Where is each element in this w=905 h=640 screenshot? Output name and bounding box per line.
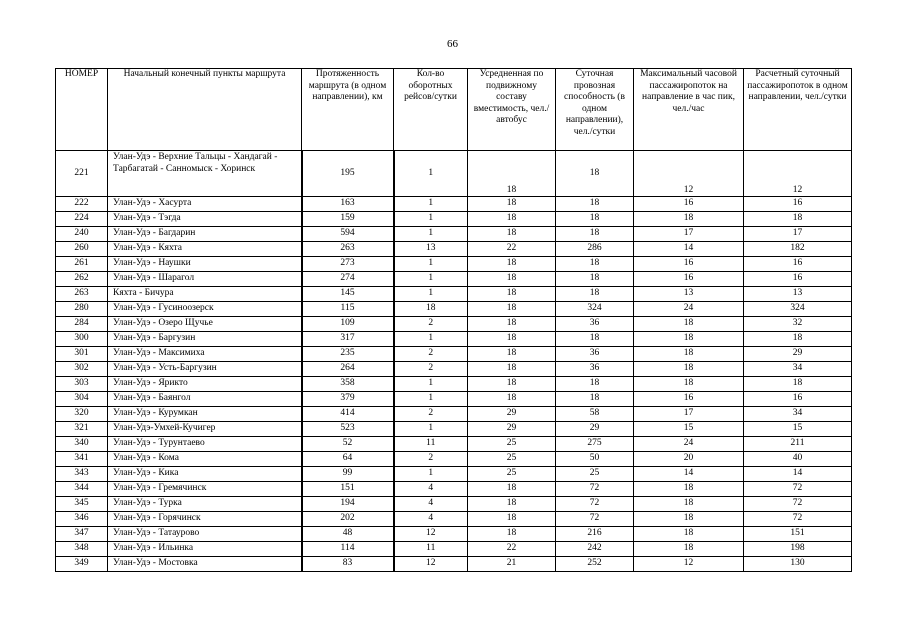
cell-capacity: 18 — [468, 362, 556, 377]
cell-trips: 4 — [394, 512, 468, 527]
cell-daily-flow: 17 — [744, 227, 852, 242]
cell-trips: 1 — [394, 257, 468, 272]
table-row — [56, 257, 852, 272]
cell-capacity: 18 — [468, 332, 556, 347]
cell-daily-capacity: 18 — [556, 272, 634, 287]
cell-daily-flow: 14 — [744, 467, 852, 482]
cell-route: Кяхта - Бичура — [108, 287, 302, 302]
cell-trips: 2 — [394, 407, 468, 422]
cell-capacity: 18 — [468, 212, 556, 227]
cell-length: 115 — [302, 302, 394, 317]
cell-peak-flow: 24 — [634, 437, 744, 452]
cell-daily-capacity: 18 — [556, 197, 634, 212]
cell-daily-flow: 72 — [744, 482, 852, 497]
cell-peak-flow: 14 — [634, 467, 744, 482]
cell-length: 358 — [302, 377, 394, 392]
cell-trips: 12 — [394, 527, 468, 542]
cell-peak-flow: 20 — [634, 452, 744, 467]
cell-length: 264 — [302, 362, 394, 377]
table-row — [56, 392, 852, 407]
cell-number: 302 — [56, 362, 108, 377]
cell-capacity: 18 — [468, 482, 556, 497]
cell-length: 195 — [302, 151, 394, 197]
cell-capacity: 25 — [468, 437, 556, 452]
cell-length: 99 — [302, 467, 394, 482]
cell-capacity: 18 — [468, 227, 556, 242]
cell-daily-capacity: 18 — [556, 287, 634, 302]
cell-number: 343 — [56, 467, 108, 482]
cell-number: 348 — [56, 542, 108, 557]
cell-route: Улан-Удэ - Шарагол — [108, 272, 302, 287]
cell-route: Улан-Удэ - Турка — [108, 497, 302, 512]
cell-route: Улан-Удэ - Максимиха — [108, 347, 302, 362]
cell-capacity: 29 — [468, 407, 556, 422]
table-row — [56, 272, 852, 287]
cell-capacity: 18 — [468, 527, 556, 542]
cell-daily-flow: 18 — [744, 377, 852, 392]
table-row — [56, 467, 852, 482]
cell-daily-flow: 32 — [744, 317, 852, 332]
cell-capacity: 18 — [468, 197, 556, 212]
cell-number: 284 — [56, 317, 108, 332]
cell-route: Улан-Удэ - Ильинка — [108, 542, 302, 557]
cell-peak-flow: 18 — [634, 347, 744, 362]
cell-capacity: 18 — [468, 512, 556, 527]
table-row — [56, 287, 852, 302]
cell-daily-capacity: 36 — [556, 362, 634, 377]
table-row — [56, 557, 852, 572]
cell-capacity: 18 — [468, 257, 556, 272]
header-peak-flow: Максимальный часовой пассажиропоток на направление в час пик, чел./час — [634, 69, 744, 151]
cell-capacity: 21 — [468, 557, 556, 572]
cell-daily-flow: 18 — [744, 212, 852, 227]
routes-table — [55, 68, 852, 572]
cell-peak-flow: 18 — [634, 212, 744, 227]
cell-length: 52 — [302, 437, 394, 452]
cell-daily-capacity: 18 — [556, 227, 634, 242]
cell-length: 317 — [302, 332, 394, 347]
cell-daily-flow: 29 — [744, 347, 852, 362]
cell-daily-capacity: 18 — [556, 377, 634, 392]
cell-daily-flow: 15 — [744, 422, 852, 437]
cell-length: 235 — [302, 347, 394, 362]
table-row — [56, 542, 852, 557]
cell-daily-capacity: 216 — [556, 527, 634, 542]
cell-number: 346 — [56, 512, 108, 527]
table-row — [56, 527, 852, 542]
cell-trips: 4 — [394, 482, 468, 497]
cell-length: 194 — [302, 497, 394, 512]
cell-trips: 2 — [394, 317, 468, 332]
cell-length: 273 — [302, 257, 394, 272]
cell-trips: 1 — [394, 467, 468, 482]
cell-daily-flow: 130 — [744, 557, 852, 572]
cell-route: Улан-Удэ - Ярикто — [108, 377, 302, 392]
cell-number: 345 — [56, 497, 108, 512]
cell-capacity: 18 — [468, 497, 556, 512]
cell-trips: 1 — [394, 392, 468, 407]
cell-daily-flow: 198 — [744, 542, 852, 557]
routes-table-body — [56, 151, 852, 572]
table-row — [56, 212, 852, 227]
cell-daily-capacity: 72 — [556, 482, 634, 497]
cell-trips: 13 — [394, 242, 468, 257]
table-row — [56, 317, 852, 332]
cell-daily-capacity: 18 — [556, 257, 634, 272]
cell-peak-flow: 17 — [634, 407, 744, 422]
cell-daily-flow: 324 — [744, 302, 852, 317]
cell-daily-flow: 182 — [744, 242, 852, 257]
cell-number: 344 — [56, 482, 108, 497]
page-number: 66 — [447, 38, 458, 50]
cell-route: Улан-Удэ - Баргузин — [108, 332, 302, 347]
cell-trips: 1 — [394, 151, 468, 197]
cell-capacity: 18 — [468, 287, 556, 302]
table-row — [56, 362, 852, 377]
cell-route: Улан-Удэ - Наушки — [108, 257, 302, 272]
cell-route: Улан-Удэ - Кома — [108, 452, 302, 467]
cell-peak-flow: 18 — [634, 362, 744, 377]
cell-daily-flow: 40 — [744, 452, 852, 467]
cell-trips: 12 — [394, 557, 468, 572]
cell-trips: 1 — [394, 332, 468, 347]
table-row — [56, 497, 852, 512]
cell-daily-capacity: 29 — [556, 422, 634, 437]
cell-peak-flow: 18 — [634, 332, 744, 347]
cell-trips: 1 — [394, 272, 468, 287]
cell-trips: 2 — [394, 347, 468, 362]
cell-number: 340 — [56, 437, 108, 452]
cell-capacity: 18 — [468, 317, 556, 332]
cell-route: Улан-Удэ - Багдарин — [108, 227, 302, 242]
cell-daily-capacity: 58 — [556, 407, 634, 422]
cell-number: 263 — [56, 287, 108, 302]
cell-trips: 1 — [394, 422, 468, 437]
cell-peak-flow: 16 — [634, 392, 744, 407]
cell-daily-flow: 18 — [744, 332, 852, 347]
cell-capacity: 18 — [468, 377, 556, 392]
cell-peak-flow: 12 — [634, 151, 744, 197]
cell-number: 262 — [56, 272, 108, 287]
cell-daily-capacity: 18 — [556, 392, 634, 407]
table-row — [56, 422, 852, 437]
cell-number: 224 — [56, 212, 108, 227]
cell-daily-capacity: 72 — [556, 497, 634, 512]
cell-peak-flow: 18 — [634, 377, 744, 392]
table-row — [56, 302, 852, 317]
cell-number: 349 — [56, 557, 108, 572]
cell-length: 114 — [302, 542, 394, 557]
cell-trips: 2 — [394, 452, 468, 467]
cell-trips: 1 — [394, 197, 468, 212]
cell-route: Улан-Удэ - Кика — [108, 467, 302, 482]
header-daily-capacity: Суточная провозная способность (в одном направлении), чел./сутки — [556, 69, 634, 151]
cell-capacity: 25 — [468, 467, 556, 482]
cell-number: 304 — [56, 392, 108, 407]
table-row — [56, 407, 852, 422]
cell-length: 594 — [302, 227, 394, 242]
cell-peak-flow: 12 — [634, 557, 744, 572]
cell-number: 280 — [56, 302, 108, 317]
cell-daily-flow: 16 — [744, 197, 852, 212]
cell-trips: 11 — [394, 542, 468, 557]
cell-capacity: 22 — [468, 542, 556, 557]
table-row — [56, 377, 852, 392]
cell-daily-capacity: 252 — [556, 557, 634, 572]
cell-capacity: 18 — [468, 272, 556, 287]
cell-daily-capacity: 50 — [556, 452, 634, 467]
cell-route: Улан-Удэ - Баянгол — [108, 392, 302, 407]
cell-number: 321 — [56, 422, 108, 437]
cell-capacity: 18 — [468, 302, 556, 317]
table-row — [56, 437, 852, 452]
cell-trips: 4 — [394, 497, 468, 512]
table-row — [56, 512, 852, 527]
cell-route: Улан-Удэ - Усть-Баргузин — [108, 362, 302, 377]
cell-route: Улан-Удэ-Умхей-Кучигер — [108, 422, 302, 437]
cell-daily-capacity: 25 — [556, 467, 634, 482]
cell-number: 320 — [56, 407, 108, 422]
cell-daily-flow: 16 — [744, 272, 852, 287]
cell-daily-capacity: 324 — [556, 302, 634, 317]
cell-route: Улан-Удэ - Горячинск — [108, 512, 302, 527]
cell-trips: 1 — [394, 287, 468, 302]
cell-number: 240 — [56, 227, 108, 242]
table-row — [56, 242, 852, 257]
cell-daily-flow: 12 — [744, 151, 852, 197]
table-row — [56, 197, 852, 212]
cell-number: 301 — [56, 347, 108, 362]
cell-daily-capacity: 18 — [556, 332, 634, 347]
cell-length: 145 — [302, 287, 394, 302]
table-row — [56, 482, 852, 497]
cell-route: Улан-Удэ - Тэгда — [108, 212, 302, 227]
cell-trips: 1 — [394, 212, 468, 227]
cell-length: 151 — [302, 482, 394, 497]
cell-capacity: 29 — [468, 422, 556, 437]
cell-length: 163 — [302, 197, 394, 212]
cell-capacity: 18 — [468, 151, 556, 197]
cell-length: 274 — [302, 272, 394, 287]
cell-number: 221 — [56, 151, 108, 197]
cell-length: 414 — [302, 407, 394, 422]
cell-length: 109 — [302, 317, 394, 332]
cell-daily-capacity: 18 — [556, 151, 634, 197]
header-route: Начальный конечный пункты маршрута — [108, 69, 302, 151]
cell-trips: 1 — [394, 227, 468, 242]
cell-route: Улан-Удэ - Курумкан — [108, 407, 302, 422]
cell-route: Улан-Удэ - Озеро Щучье — [108, 317, 302, 332]
cell-daily-flow: 13 — [744, 287, 852, 302]
cell-length: 159 — [302, 212, 394, 227]
table-row — [56, 227, 852, 242]
cell-daily-flow: 16 — [744, 257, 852, 272]
cell-daily-capacity: 36 — [556, 347, 634, 362]
cell-daily-flow: 72 — [744, 512, 852, 527]
cell-number: 260 — [56, 242, 108, 257]
cell-daily-flow: 16 — [744, 392, 852, 407]
cell-capacity: 18 — [468, 347, 556, 362]
cell-route: Улан-Удэ - Кяхта — [108, 242, 302, 257]
cell-route: Улан-Удэ - Хасурта — [108, 197, 302, 212]
cell-peak-flow: 16 — [634, 197, 744, 212]
cell-peak-flow: 18 — [634, 497, 744, 512]
cell-peak-flow: 18 — [634, 542, 744, 557]
cell-number: 261 — [56, 257, 108, 272]
cell-number: 303 — [56, 377, 108, 392]
cell-peak-flow: 18 — [634, 527, 744, 542]
table-row — [56, 347, 852, 362]
cell-length: 523 — [302, 422, 394, 437]
cell-capacity: 18 — [468, 392, 556, 407]
cell-length: 379 — [302, 392, 394, 407]
cell-daily-capacity: 72 — [556, 512, 634, 527]
header-daily-flow: Расчетный суточный пассажиропоток в одном направлении, чел./сутки — [744, 69, 852, 151]
cell-trips: 2 — [394, 362, 468, 377]
table-row — [56, 151, 852, 197]
cell-length: 202 — [302, 512, 394, 527]
table-row — [56, 452, 852, 467]
cell-daily-capacity: 18 — [556, 212, 634, 227]
cell-daily-capacity: 36 — [556, 317, 634, 332]
cell-capacity: 22 — [468, 242, 556, 257]
cell-daily-flow: 34 — [744, 362, 852, 377]
cell-peak-flow: 24 — [634, 302, 744, 317]
cell-route: Улан-Удэ - Турунтаево — [108, 437, 302, 452]
cell-number: 300 — [56, 332, 108, 347]
cell-daily-flow: 211 — [744, 437, 852, 452]
cell-peak-flow: 17 — [634, 227, 744, 242]
cell-length: 48 — [302, 527, 394, 542]
cell-daily-flow: 72 — [744, 497, 852, 512]
cell-peak-flow: 13 — [634, 287, 744, 302]
cell-peak-flow: 18 — [634, 317, 744, 332]
cell-route: Улан-Удэ - Мостовка — [108, 557, 302, 572]
cell-capacity: 25 — [468, 452, 556, 467]
header-length: Протяженность маршрута (в одном направлении), км — [302, 69, 394, 151]
cell-trips: 11 — [394, 437, 468, 452]
cell-route: Улан-Удэ - Гремячинск — [108, 482, 302, 497]
cell-route: Улан-Удэ - Татаурово — [108, 527, 302, 542]
header-number: НОМЕР — [56, 69, 108, 151]
cell-peak-flow: 18 — [634, 482, 744, 497]
table-row — [56, 332, 852, 347]
cell-peak-flow: 14 — [634, 242, 744, 257]
cell-peak-flow: 16 — [634, 272, 744, 287]
cell-trips: 1 — [394, 377, 468, 392]
cell-number: 341 — [56, 452, 108, 467]
header-trips: Кол-во оборотных рейсов/сутки — [394, 69, 468, 151]
cell-daily-flow: 151 — [744, 527, 852, 542]
cell-daily-capacity: 275 — [556, 437, 634, 452]
cell-daily-capacity: 286 — [556, 242, 634, 257]
cell-peak-flow: 16 — [634, 257, 744, 272]
cell-number: 222 — [56, 197, 108, 212]
header-row — [56, 69, 852, 151]
cell-length: 64 — [302, 452, 394, 467]
header-capacity: Усредненная по подвижному составу вместимость, чел./автобус — [468, 69, 556, 151]
cell-length: 83 — [302, 557, 394, 572]
cell-length: 263 — [302, 242, 394, 257]
cell-daily-capacity: 242 — [556, 542, 634, 557]
cell-daily-flow: 34 — [744, 407, 852, 422]
cell-trips: 18 — [394, 302, 468, 317]
cell-peak-flow: 18 — [634, 512, 744, 527]
cell-route: Улан-Удэ - Верхние Тальцы - Хандагай - Тарбагатай - Санномыск - Хоринск — [108, 151, 302, 197]
cell-peak-flow: 15 — [634, 422, 744, 437]
cell-route: Улан-Удэ - Гусиноозерск — [108, 302, 302, 317]
cell-number: 347 — [56, 527, 108, 542]
